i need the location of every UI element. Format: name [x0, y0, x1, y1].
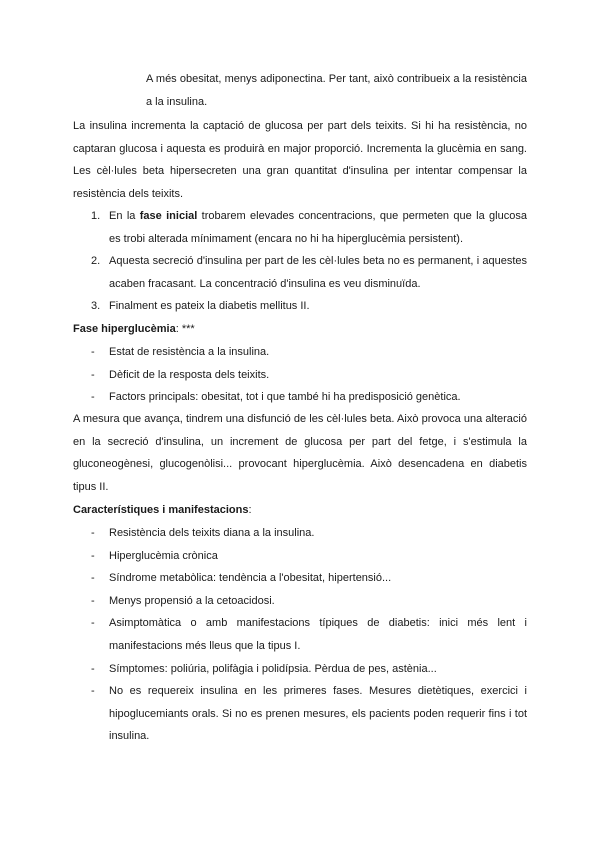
dash-marker: - [91, 594, 95, 607]
dash-marker: - [91, 549, 95, 562]
list-item [73, 522, 527, 545]
heading-suffix: : *** [175, 323, 195, 335]
characteristics-list [73, 522, 527, 748]
dash-marker: - [91, 617, 95, 630]
list-number: 3. [91, 300, 101, 313]
numbered-item [73, 295, 527, 318]
heading-bold-text: Característiques i manifestacions [73, 504, 249, 516]
list-item [73, 680, 527, 748]
list-item [73, 386, 527, 409]
list-item [73, 658, 527, 681]
item-text: Dèficit de la resposta dels teixits. [109, 368, 270, 381]
item-text: Asimptomàtica o amb manifestacions típiques de diabetis: inici més lent i manifestacions més lleus que la tipus I. [109, 617, 527, 652]
dash-marker: - [91, 572, 95, 585]
item-text: Síndrome metabòlica: tendència a l'obesitat, hipertensió... [109, 572, 392, 585]
item-text: No es requereix insulina en les primeres fases. Mesures dietètiques, exercici i hipoglucemiants orals. Si no es prenen mesures, els pacients poden requerir fins i tot insulina. [109, 685, 527, 743]
heading-hyperglycemia-phase [73, 318, 195, 341]
list-item [73, 567, 527, 590]
dash-marker: - [91, 685, 95, 698]
dash-marker: - [91, 346, 95, 358]
item-text: Estat de resistència a la insulina. [109, 346, 270, 358]
list-item [73, 545, 527, 568]
item-text: Factors principals: obesitat, tot i que també hi ha predisposició genètica. [109, 391, 461, 404]
numbered-item [73, 205, 527, 250]
paragraph-beta-cell-dysfunction: A mesura que avança, tindrem una disfunció de les cèl·lules beta. Això provoca una alteració en la secreció d'insulina, un increment de glucosa per part del fetge, i s'estimula la gluconeogènesi, glucogenòlisi... provocant hiperglucèmia. Això desencadena en diabetis tipus II. [73, 413, 527, 493]
item-text: Hiperglucèmia crònica [109, 549, 218, 562]
list-number: 1. [91, 210, 101, 222]
item-text: Menys propensió a la cetoacidosi. [109, 594, 275, 607]
heading-bold-text: Fase hiperglucèmia [73, 323, 176, 335]
list-item [73, 612, 527, 657]
numbered-list [73, 205, 527, 318]
list-number: 2. [91, 255, 101, 268]
item-text: Resistència dels teixits diana a la insulina. [109, 527, 315, 539]
item-bold-text: fase inicial [139, 210, 198, 222]
item-text: En la [109, 210, 140, 222]
item-text: Símptomes: poliúria, polifàgia i polidípsia. Pèrdua de pes, astènia... [109, 662, 437, 675]
dash-marker: - [91, 391, 95, 404]
hyperglycemia-list [73, 341, 527, 409]
numbered-item [73, 250, 527, 295]
list-item [73, 590, 527, 613]
item-text: Finalment es pateix la diabetis mellitus II. [109, 300, 310, 313]
heading-characteristics [73, 499, 252, 522]
item-text: trobarem elevades concentracions, que permeten que la glucosa es trobi alterada mínimament (encara no hi ha hiperglucèmia persistent). [109, 210, 527, 245]
item-text: Aquesta secreció d'insulina per part de les cèl·lules beta no es permanent, i aquestes acaben fracasant. La concentració d'insulina es veu disminuïda. [109, 255, 527, 290]
heading-suffix: : [248, 504, 252, 516]
dash-marker: - [91, 662, 95, 675]
dash-marker: - [91, 527, 95, 539]
list-item [73, 364, 527, 387]
paragraph-adiponectin: A més obesitat, menys adiponectina. Per tant, això contribueix a la resistència a la insulina. [146, 73, 527, 108]
list-item [73, 341, 527, 364]
paragraph-insulin-resistance: La insulina incrementa la captació de glucosa per part dels teixits. Si hi ha resistència, no captaran glucosa i aquesta es produirà en major proporció. Incrementa la glucèmia en sang. Les cèl·lules beta hipersecreten una gran quantitat d'insulina per intentar compensar la resistència dels teixits. [73, 120, 527, 200]
dash-marker: - [91, 368, 95, 381]
